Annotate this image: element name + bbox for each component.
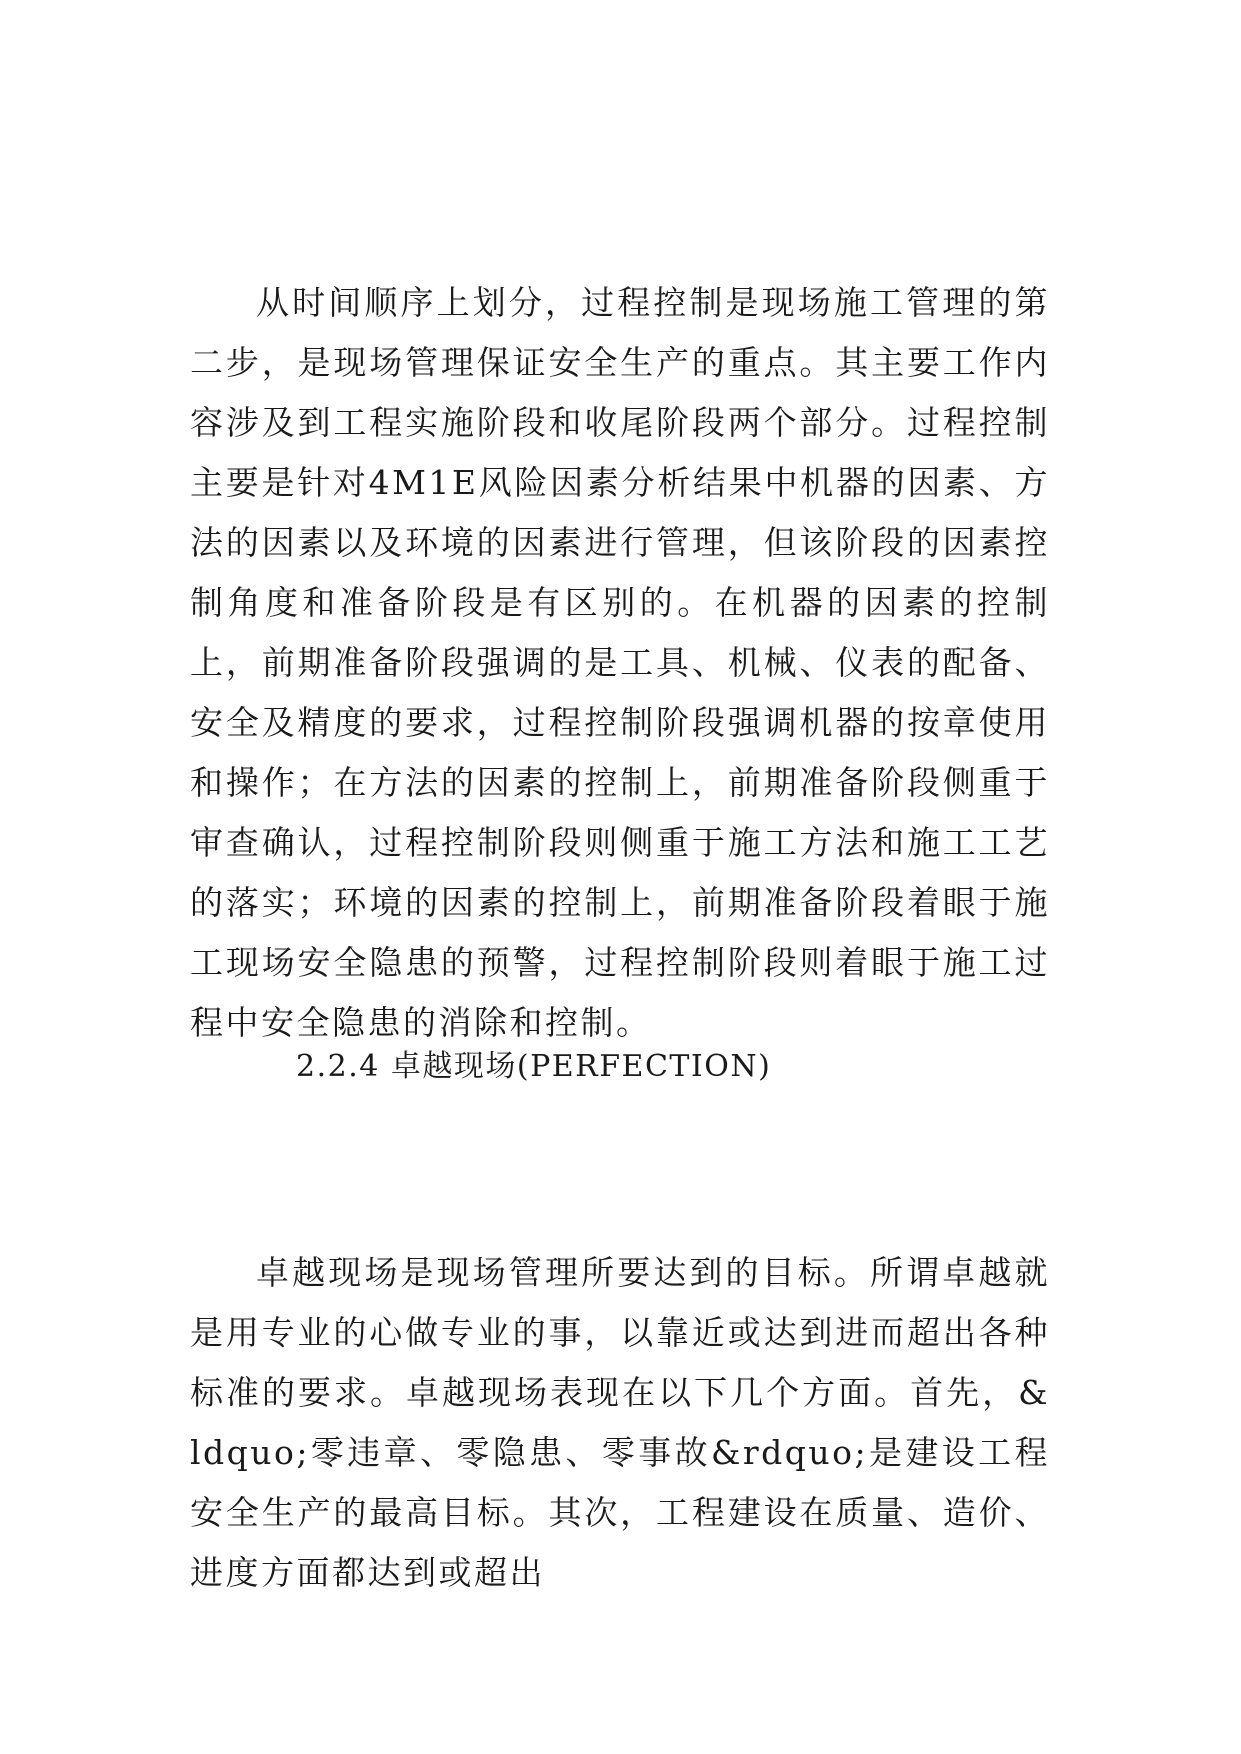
body-paragraph-excellent-site: 卓越现场是现场管理所要达到的目标。所谓卓越就是用专业的心做专业的事，以靠近或达到进而超出各种标准的要求。卓越现场表现在以下几个方面。首先，&ldquo;零违章、零隐患、零事故&rdquo;是建设工程安全生产的最高目标。其次，工程建设在质量、造价、进度方面都达到或超出 (190, 1253, 1050, 1592)
body-paragraph-process-control: 从时间顺序上划分，过程控制是现场施工管理的第二步，是现场管理保证安全生产的重点。其主要工作内容涉及到工程实施阶段和收尾阶段两个部分。过程控制主要是针对4M1E风险因素分析结果中机器的因素、方法的因素以及环境的因素进行管理，但该阶段的因素控制角度和准备阶段是有区别的。在机器的因素的控制上，前期准备阶段强调的是工具、机械、仪表的配备、安全及精度的要求，过程控制阶段强调机器的按章使用和操作；在方法的因素的控制上，前期准备阶段侧重于审查确认，过程控制阶段则侧重于施工方法和施工工艺的落实；环境的因素的控制上，前期准备阶段着眼于施工现场安全隐患的预警，过程控制阶段则着眼于施工过程中安全隐患的消除和控制。 (190, 283, 1050, 1042)
section-heading: 2.2.4 卓越现场(PERFECTION) (296, 1049, 772, 1084)
